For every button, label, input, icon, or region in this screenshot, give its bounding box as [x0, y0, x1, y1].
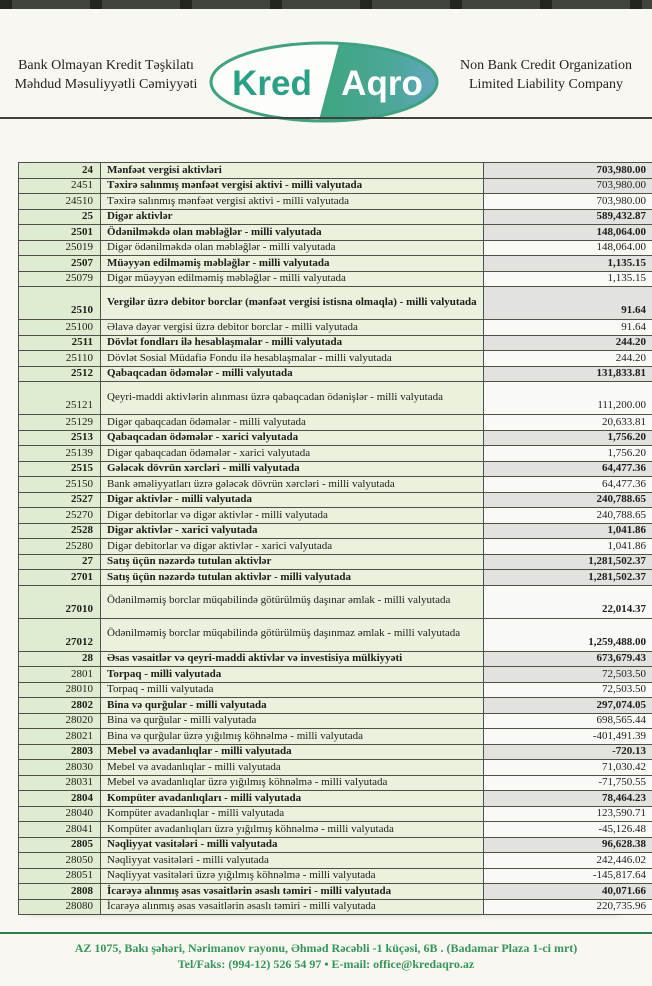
- row-code: 25280: [19, 539, 101, 555]
- row-value: 40,071.66: [484, 884, 652, 900]
- row-description: Dövlət fondları ilə hesablaşmalar - milli valyutada: [101, 335, 484, 351]
- balance-sheet-table: [18, 162, 652, 915]
- table-row: [19, 446, 652, 462]
- table-row: [19, 240, 652, 256]
- row-description: Mənfəət vergisi aktivləri: [101, 163, 484, 179]
- row-value: 148,064.00: [484, 225, 652, 241]
- table-row: [19, 523, 652, 539]
- row-code: 25079: [19, 271, 101, 287]
- row-description: Nəqliyyat vasitələri - milli valyutada: [101, 837, 484, 853]
- row-code: 2808: [19, 884, 101, 900]
- row-description: Kompüter avadanlıqları üzrə yığılmış köhnəlmə - milli valyutada: [101, 822, 484, 838]
- row-code: 2507: [19, 256, 101, 272]
- row-description: Digər ödənilməkdə olan məbləğlər - milli valyutada: [101, 240, 484, 256]
- company-name-az-line2: Məhdud Məsuliyyətli Cəmiyyəti: [14, 77, 198, 92]
- table-row: [19, 415, 652, 431]
- row-description: Qabaqcadan ödəmələr - xarici valyutada: [101, 430, 484, 446]
- row-value: -71,750.55: [484, 775, 652, 791]
- row-description: İcarəyə alınmış əsas vəsaitlərin əsaslı təmiri - milli valyutada: [101, 899, 484, 915]
- row-value: 1,135.15: [484, 256, 652, 272]
- table-row: [19, 651, 652, 667]
- row-value: 1,259,488.00: [484, 618, 652, 651]
- row-code: 25019: [19, 240, 101, 256]
- row-description: Qabaqcadan ödəmələr - milli valyutada: [101, 366, 484, 382]
- row-code: 27010: [19, 585, 101, 618]
- row-value: 244.20: [484, 335, 652, 351]
- row-value: 78,464.23: [484, 791, 652, 807]
- footer-divider-line: [0, 932, 652, 934]
- row-description: Vergilər üzrə debitor borclar (mənfəət vergisi istisna olmaqla) - milli valyutada: [101, 287, 484, 320]
- table-row: [19, 744, 652, 760]
- row-value: 703,980.00: [484, 194, 652, 210]
- company-name-en: [442, 56, 650, 94]
- row-code: 2528: [19, 523, 101, 539]
- row-value: 240,788.65: [484, 508, 652, 524]
- row-description: Digər debitorlar və digər aktivlər - xarici valyutada: [101, 539, 484, 555]
- table-row: [19, 539, 652, 555]
- row-description: Mebel və avadanlıqlar üzrə yığılmış köhnəlmə - milli valyutada: [101, 775, 484, 791]
- footer: [0, 940, 652, 972]
- table-row: [19, 256, 652, 272]
- row-value: 1,756.20: [484, 430, 652, 446]
- table-row: [19, 320, 652, 336]
- row-description: Qeyri-maddi aktivlərin alınması üzrə qabaqcadan ödənişlər - milli valyutada: [101, 382, 484, 415]
- row-code: 2451: [19, 178, 101, 194]
- row-description: Digər aktivlər - milli valyutada: [101, 492, 484, 508]
- row-value: -401,491.39: [484, 729, 652, 745]
- row-code: 28021: [19, 729, 101, 745]
- row-description: Digər aktivlər - xarici valyutada: [101, 523, 484, 539]
- table-row: [19, 366, 652, 382]
- table-row: [19, 287, 652, 320]
- table-row: [19, 760, 652, 776]
- row-description: Satış üçün nəzərdə tutulan aktivlər - milli valyutada: [101, 570, 484, 586]
- row-code: 2515: [19, 461, 101, 477]
- row-description: Dövlət Sosial Müdafiə Fondu ilə hesablaşmalar - milli valyutada: [101, 351, 484, 367]
- row-description: Bina və qurğular - milli valyutada: [101, 698, 484, 714]
- row-code: 28030: [19, 760, 101, 776]
- row-value: 589,432.87: [484, 209, 652, 225]
- logo-text-aqro: Aqro: [341, 64, 423, 103]
- row-code: 28020: [19, 713, 101, 729]
- table-row: [19, 791, 652, 807]
- row-code: 2512: [19, 366, 101, 382]
- row-value: 1,756.20: [484, 446, 652, 462]
- row-description: Ödənilməmiş borclar müqabilində götürülmüş daşınar əmlak - milli valyutada: [101, 585, 484, 618]
- table-row: [19, 477, 652, 493]
- row-description: Təxirə salınmış mənfəət vergisi aktivi - milli valyutada: [101, 194, 484, 210]
- header-divider-line: [0, 117, 652, 119]
- row-description: Mebel və avadanlıqlar - milli valyutada: [101, 744, 484, 760]
- footer-address: AZ 1075, Bakı şəhəri, Nərimanov rayonu, Əhməd Rəcəbli -1 küçəsi, 6B . (Badamar Plaza 1-ci mrt): [74, 941, 578, 955]
- table-row: [19, 618, 652, 651]
- company-name-en-line2: Limited Liability Company: [469, 77, 623, 92]
- row-value: 1,041.86: [484, 539, 652, 555]
- row-description: Kompüter avadanlıqlar - milli valyutada: [101, 806, 484, 822]
- row-code: 24: [19, 163, 101, 179]
- row-code: 28040: [19, 806, 101, 822]
- row-description: Digər müəyyən edilməmiş məbləğlər - milli valyutada: [101, 271, 484, 287]
- row-code: 2802: [19, 698, 101, 714]
- table-row: [19, 713, 652, 729]
- row-value: 72,503.50: [484, 682, 652, 698]
- row-value: 91.64: [484, 287, 652, 320]
- row-value: 673,679.43: [484, 651, 652, 667]
- row-code: 2801: [19, 667, 101, 683]
- row-description: Əsas vəsaitlər və qeyri-maddi aktivlər və investisiya mülkiyyəti: [101, 651, 484, 667]
- logo-text-kred: Kred: [232, 64, 312, 103]
- row-value: 71,030.42: [484, 760, 652, 776]
- table-row: [19, 822, 652, 838]
- row-code: 28031: [19, 775, 101, 791]
- table-row: [19, 899, 652, 915]
- row-value: 698,565.44: [484, 713, 652, 729]
- row-value: 297,074.05: [484, 698, 652, 714]
- row-value: 220,735.96: [484, 899, 652, 915]
- row-code: 28050: [19, 853, 101, 869]
- table-row: [19, 225, 652, 241]
- row-value: -720.13: [484, 744, 652, 760]
- company-name-az-line1: Bank Olmayan Kredit Təşkilatı: [18, 58, 194, 73]
- row-description: Təxirə salınmış mənfəət vergisi aktivi - milli valyutada: [101, 178, 484, 194]
- row-description: Bina və qurğular - milli valyutada: [101, 713, 484, 729]
- row-description: Ödənilməmiş borclar müqabilində götürülmüş daşınmaz əmlak - milli valyutada: [101, 618, 484, 651]
- row-description: Ödənilməkdə olan məbləğlər - milli valyutada: [101, 225, 484, 241]
- table-row: [19, 271, 652, 287]
- row-code: 25270: [19, 508, 101, 524]
- row-description: Digər qabaqcadan ödəmələr - milli valyutada: [101, 415, 484, 431]
- table-row: [19, 382, 652, 415]
- row-code: 24510: [19, 194, 101, 210]
- row-code: 2511: [19, 335, 101, 351]
- row-description: Torpaq - milli valyutada: [101, 667, 484, 683]
- row-code: 25150: [19, 477, 101, 493]
- row-description: Mebel və avadanlıqlar - milli valyutada: [101, 760, 484, 776]
- row-description: Satış üçün nəzərdə tutulan aktivlər: [101, 554, 484, 570]
- row-value: 1,041.86: [484, 523, 652, 539]
- row-value: 72,503.50: [484, 667, 652, 683]
- row-value: 703,980.00: [484, 178, 652, 194]
- footer-contact: Tel/Faks: (994-12) 526 54 97 • E-mail: office@kredaqro.az: [177, 957, 475, 971]
- table-row: [19, 178, 652, 194]
- row-description: Digər qabaqcadan ödəmələr - xarici valyutada: [101, 446, 484, 462]
- balance-sheet-table-wrap: [18, 162, 646, 915]
- table-row: [19, 853, 652, 869]
- kredaqro-logo-graphic: [206, 40, 442, 124]
- row-value: 1,281,502.37: [484, 554, 652, 570]
- row-value: 240,788.65: [484, 492, 652, 508]
- table-row: [19, 775, 652, 791]
- row-description: Müəyyən edilməmiş məbləğlər - milli valyutada: [101, 256, 484, 272]
- row-code: 28: [19, 651, 101, 667]
- accounts-table-body: [19, 163, 652, 915]
- table-row: [19, 729, 652, 745]
- row-value: 148,064.00: [484, 240, 652, 256]
- row-description: Torpaq - milli valyutada: [101, 682, 484, 698]
- table-row: [19, 868, 652, 884]
- table-row: [19, 508, 652, 524]
- row-value: 64,477.36: [484, 461, 652, 477]
- row-value: 20,633.81: [484, 415, 652, 431]
- table-row: [19, 492, 652, 508]
- row-code: 27012: [19, 618, 101, 651]
- row-code: 2804: [19, 791, 101, 807]
- row-code: 28051: [19, 868, 101, 884]
- row-description: Nəqliyyat vasitələri üzrə yığılmış köhnəlmə - milli valyutada: [101, 868, 484, 884]
- row-code: 2805: [19, 837, 101, 853]
- table-row: [19, 570, 652, 586]
- table-row: [19, 806, 652, 822]
- row-description: Kompüter avadanlıqları - milli valyutada: [101, 791, 484, 807]
- row-value: 242,446.02: [484, 853, 652, 869]
- row-description: Digər aktivlər: [101, 209, 484, 225]
- row-value: 123,590.71: [484, 806, 652, 822]
- row-code: 25: [19, 209, 101, 225]
- row-code: 27: [19, 554, 101, 570]
- table-row: [19, 461, 652, 477]
- table-row: [19, 667, 652, 683]
- row-code: 28041: [19, 822, 101, 838]
- row-code: 28080: [19, 899, 101, 915]
- table-row: [19, 194, 652, 210]
- row-description: Bina və qurğular üzrə yığılmış köhnəlmə - milli valyutada: [101, 729, 484, 745]
- table-row: [19, 335, 652, 351]
- row-code: 2510: [19, 287, 101, 320]
- row-value: 91.64: [484, 320, 652, 336]
- row-description: İcarəyə alınmış əsas vəsaitlərin əsaslı təmiri - milli valyutada: [101, 884, 484, 900]
- row-code: 2501: [19, 225, 101, 241]
- row-value: 244.20: [484, 351, 652, 367]
- table-row: [19, 351, 652, 367]
- table-row: [19, 430, 652, 446]
- row-value: 22,014.37: [484, 585, 652, 618]
- company-name-en-line1: Non Bank Credit Organization: [460, 58, 632, 73]
- table-row: [19, 585, 652, 618]
- row-value: 1,281,502.37: [484, 570, 652, 586]
- table-row: [19, 837, 652, 853]
- table-row: [19, 884, 652, 900]
- row-code: 25110: [19, 351, 101, 367]
- row-code: 28010: [19, 682, 101, 698]
- row-description: Bank əməliyyatları üzrə gələcək dövrün xərcləri - milli valyutada: [101, 477, 484, 493]
- table-row: [19, 209, 652, 225]
- row-code: 25100: [19, 320, 101, 336]
- row-value: 703,980.00: [484, 163, 652, 179]
- row-value: 111,200.00: [484, 382, 652, 415]
- row-code: 2701: [19, 570, 101, 586]
- row-value: 131,833.81: [484, 366, 652, 382]
- row-value: -45,126.48: [484, 822, 652, 838]
- row-description: Gələcək dövrün xərcləri - milli valyutada: [101, 461, 484, 477]
- row-value: 64,477.36: [484, 477, 652, 493]
- table-row: [19, 554, 652, 570]
- row-description: Əlavə dəyər vergisi üzrə debitor borclar - milli valyutada: [101, 320, 484, 336]
- row-description: Digər debitorlar və digər aktivlər - milli valyutada: [101, 508, 484, 524]
- row-code: 2803: [19, 744, 101, 760]
- row-code: 25139: [19, 446, 101, 462]
- row-value: 1,135.15: [484, 271, 652, 287]
- row-code: 2527: [19, 492, 101, 508]
- kredaqro-logo: [206, 40, 442, 124]
- row-code: 2513: [19, 430, 101, 446]
- row-value: 96,628.38: [484, 837, 652, 853]
- row-code: 25121: [19, 382, 101, 415]
- table-row: [19, 163, 652, 179]
- row-code: 25129: [19, 415, 101, 431]
- row-description: Nəqliyyat vasitələri - milli valyutada: [101, 853, 484, 869]
- row-value: -145,817.64: [484, 868, 652, 884]
- table-row: [19, 698, 652, 714]
- table-row: [19, 682, 652, 698]
- company-name-az: [2, 56, 210, 94]
- scan-top-edge-bar: [0, 0, 652, 9]
